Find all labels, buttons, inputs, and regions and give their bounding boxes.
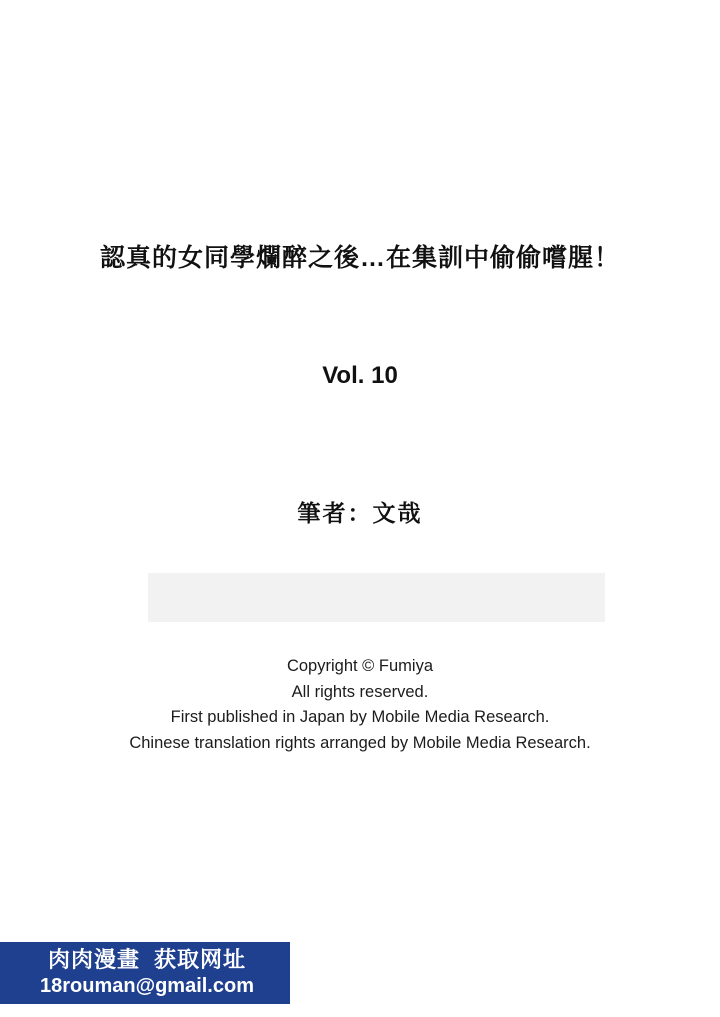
author-credit: 筆者：文哉 [297, 500, 423, 526]
volume-label: Vol. 10 [322, 362, 398, 389]
watermark-action: 获取网址 [154, 946, 247, 972]
copyright-line-2: All rights reserved. [291, 682, 429, 701]
watermark-email[interactable]: 18rouman@gmail.com [39, 975, 254, 998]
watermark-badge[interactable] [0, 939, 293, 1007]
watermark-brand: 肉肉漫畫 [47, 946, 140, 972]
copyright-line-1: Copyright © Fumiya [286, 657, 434, 675]
copyright-line-3: First published in Japan by Mobile Media Research. [170, 708, 550, 726]
copyright-line-4: Chinese translation rights arranged by Mobile Media Research. [129, 733, 591, 752]
watermark-title-row [48, 948, 246, 972]
copyright-block [0, 654, 720, 756]
page-title: 認真的女同學爛醉之後…在集訓中偷偷嚐腥！ [99, 244, 620, 272]
redacted-block [148, 573, 605, 622]
